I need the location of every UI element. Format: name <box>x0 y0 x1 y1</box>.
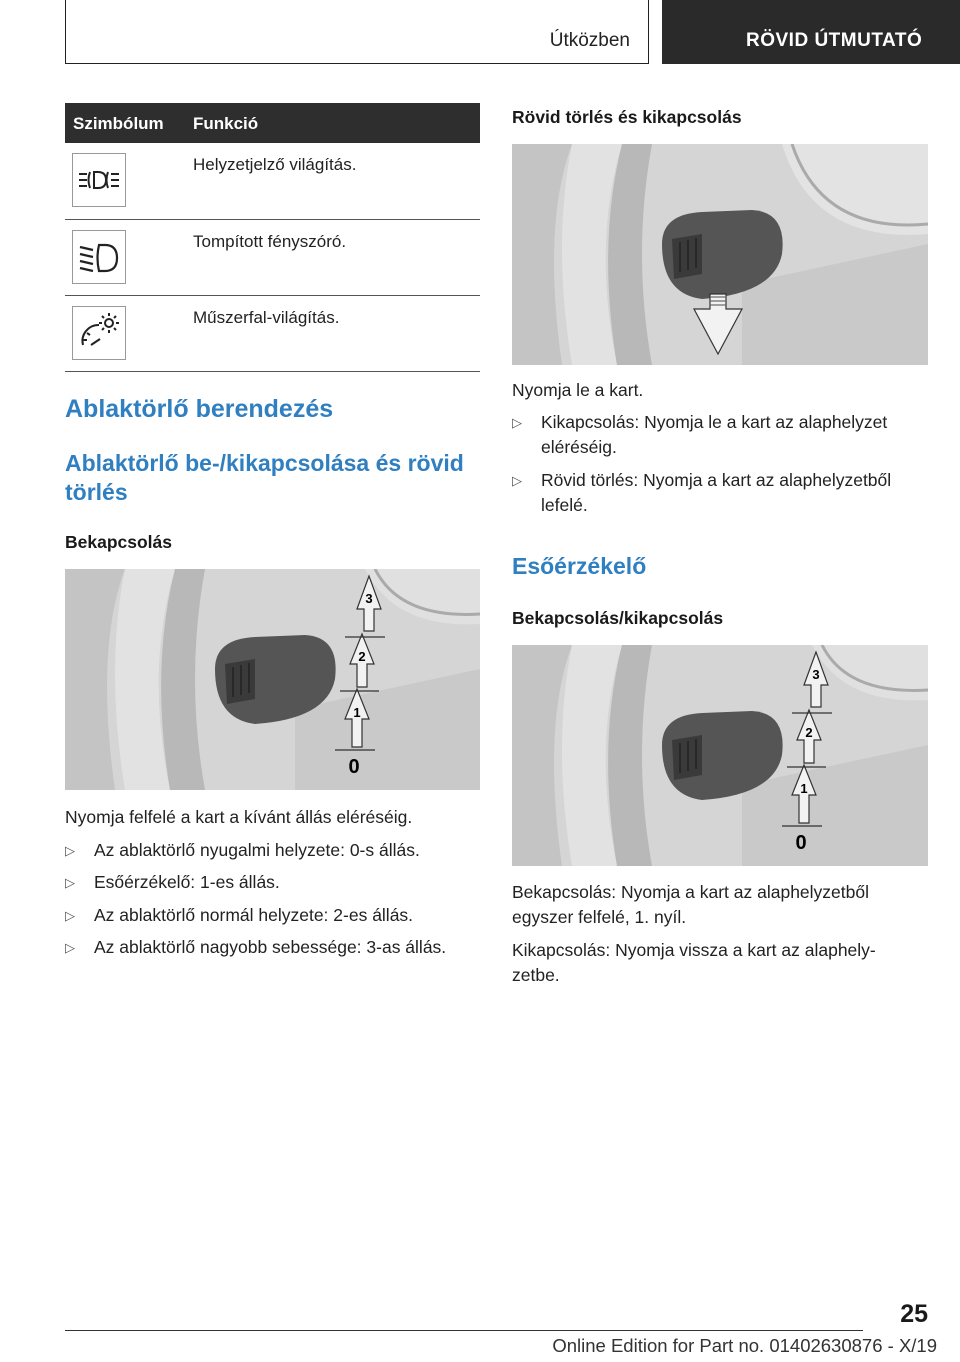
footer-divider <box>65 1330 863 1331</box>
table-row <box>65 143 480 220</box>
heading-on-off: Bekapcsolás/kikapcsolás <box>512 608 724 628</box>
rain-sensor-lever-figure <box>512 645 928 866</box>
header-section-title: Útközben <box>549 30 630 51</box>
parking-light-icon <box>72 153 126 207</box>
column-header-symbol: Szimbólum <box>73 114 164 133</box>
instruction-push-up: Nyomja felfelé a kart a kívánt állás eléréséig. <box>65 807 413 827</box>
page-number: 25 <box>900 1300 928 1328</box>
list-item: ▷ Az ablaktörlő nagyobb sebessége: 3-as állás. <box>65 937 447 957</box>
edition-link[interactable]: Online Edition for Part no. 01402630876 - X/19 <box>552 1335 937 1356</box>
instruction-push-down: Nyomja le a kart. <box>512 380 644 400</box>
heading-switch-on: Bekapcsolás <box>65 532 173 552</box>
symbol-table-header <box>65 103 480 143</box>
subsection-title-line1: Ablaktörlő be-/kikapcsolása és rövid <box>65 450 464 476</box>
figure-label-2: 2 <box>358 649 366 664</box>
header-section-box <box>65 0 649 64</box>
header-chapter-tab <box>662 0 960 64</box>
figure-label-0: 0 <box>348 756 360 778</box>
figure-label-0: 0 <box>795 832 807 854</box>
column-header-function: Funkció <box>193 114 259 133</box>
list-item: ▷ Az ablaktörlő normál helyzete: 2-es állás. <box>65 905 414 925</box>
section-title-wiper: Ablaktörlő berendezés <box>65 395 334 423</box>
list-item: ▷ Az ablaktörlő nyugalmi helyzete: 0-s állás. <box>65 840 420 860</box>
wiper-lever-up-figure <box>65 569 480 790</box>
header-chapter-title: RÖVID ÚTMUTATÓ <box>746 30 923 51</box>
symbol-table <box>65 103 480 372</box>
figure-label-1: 1 <box>353 705 361 720</box>
figure-label-1: 1 <box>800 781 808 796</box>
low-beam-icon <box>72 230 126 284</box>
heading-short-wipe: Rövid törlés és kikapcsolás <box>512 107 742 127</box>
instrument-lighting-icon <box>72 306 126 360</box>
figure-label-3: 3 <box>812 667 820 682</box>
paragraph-switch-off-line1: Kikapcsolás: Nyomja vissza a kart az alaphely- <box>512 940 876 960</box>
paragraph-switch-off-line2: zetbe. <box>512 965 560 985</box>
function-text: Helyzetjelző világítás. <box>193 155 357 174</box>
figure-label-3: 3 <box>365 591 373 606</box>
list-item: ▷ Esőérzékelő: 1-es állás. <box>65 872 280 892</box>
function-text: Műszerfal-világítás. <box>193 308 340 327</box>
list-item: ▷ Rövid törlés: Nyomja a kart az alaphelyzetből lefelé. <box>512 470 892 515</box>
section-title-rain-sensor: Esőérzékelő <box>512 553 647 579</box>
figure-label-2: 2 <box>805 725 813 740</box>
subsection-title-line2: törlés <box>65 479 128 505</box>
paragraph-switch-on-line2: egyszer felfelé, 1. nyíl. <box>512 907 687 927</box>
table-row <box>65 220 480 296</box>
list-item: ▷ Kikapcsolás: Nyomja le a kart az alaphelyzet eléréséig. <box>512 412 888 457</box>
function-text: Tompított fényszóró. <box>193 232 347 251</box>
paragraph-switch-on-line1: Bekapcsolás: Nyomja a kart az alaphelyzetből <box>512 882 869 902</box>
table-row <box>65 296 480 372</box>
wiper-lever-down-figure <box>512 144 928 365</box>
